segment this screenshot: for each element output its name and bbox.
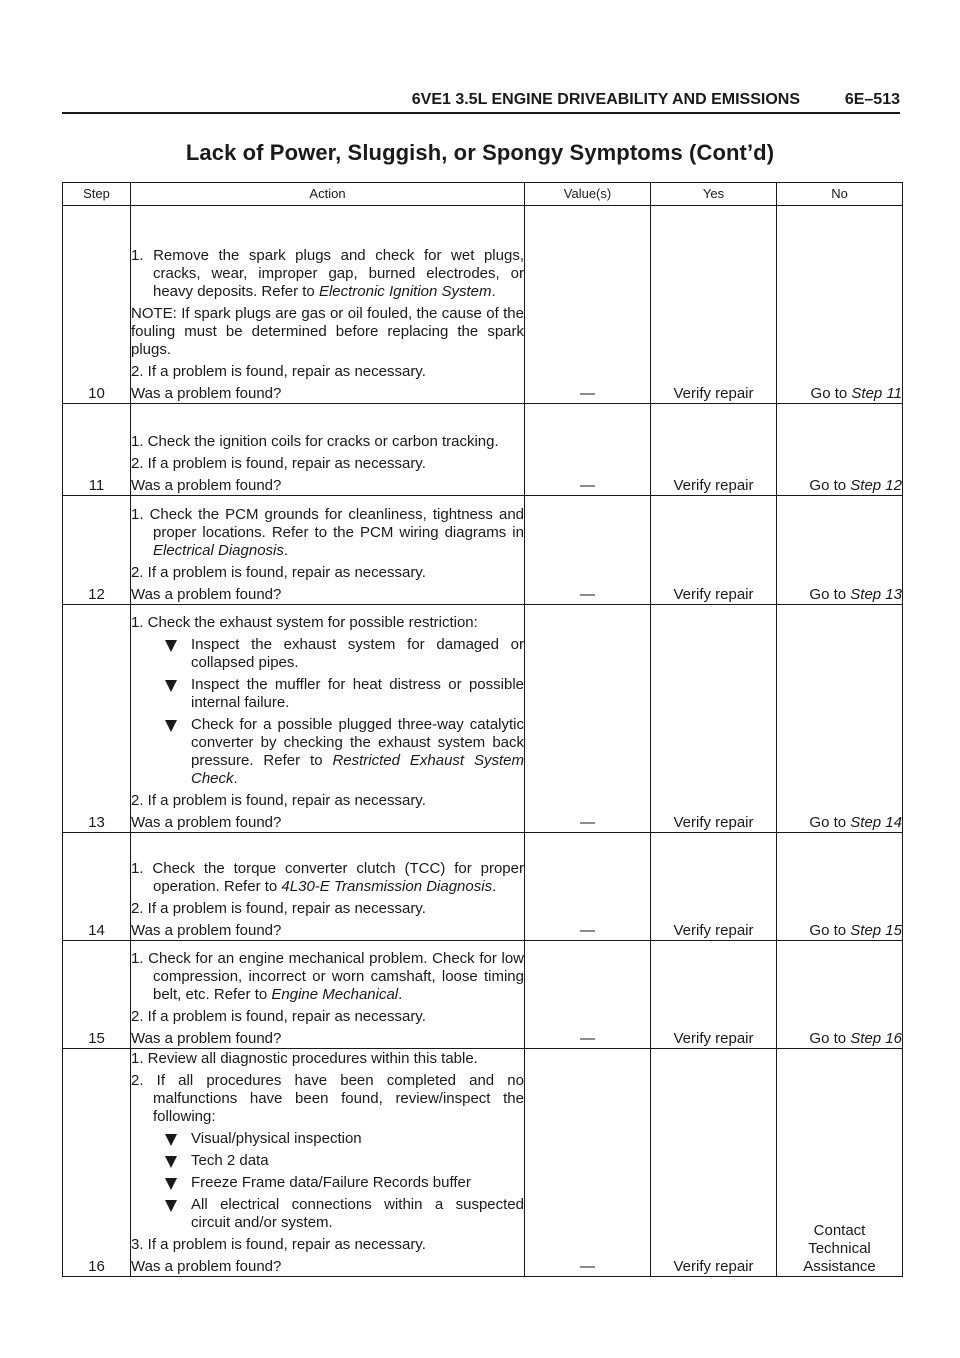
no-prefix: Go to — [809, 586, 851, 603]
yes-cell: Verify repair — [651, 941, 777, 1049]
action-text: 1. Review all diagnostic procedures within this table. — [131, 1050, 478, 1067]
action-step — [131, 564, 524, 582]
action-text: Was a problem found? — [131, 1030, 282, 1047]
no-prefix: Go to — [810, 385, 852, 402]
value-cell: — — [525, 404, 651, 496]
action-step — [131, 433, 524, 451]
bullet-triangle-icon — [165, 720, 177, 732]
action-text: Was a problem found? — [131, 385, 282, 402]
no-cell-line: Contact — [813, 1222, 866, 1239]
reference-link: 4L30-E Transmission Diagnosis — [281, 878, 493, 895]
bullet-item — [131, 1196, 524, 1232]
header-title: 6VE1 3.5L ENGINE DRIVEABILITY AND EMISSIONS — [411, 91, 800, 108]
action-text: NOTE: If spark plugs are gas or oil fouled, the cause of the fouling must be determined before replacing the spark plugs. — [131, 305, 524, 358]
table-row — [63, 833, 903, 941]
question-text — [131, 477, 524, 495]
action-cell — [131, 605, 525, 833]
column-header-values: Value(s) — [525, 183, 651, 206]
page-header — [62, 88, 900, 114]
no-cell — [777, 941, 903, 1049]
step-number: 10 — [63, 206, 131, 404]
action-text: Tech 2 data — [191, 1152, 269, 1169]
step-number: 12 — [63, 496, 131, 605]
value-cell: — — [525, 833, 651, 941]
no-cell — [777, 206, 903, 404]
action-text: 2. If a problem is found, repair as necessary. — [131, 1008, 426, 1025]
action-text: 2. If a problem is found, repair as necessary. — [131, 363, 426, 380]
column-header-step: Step — [63, 183, 131, 206]
value-cell: — — [525, 941, 651, 1049]
bullet-triangle-icon — [165, 1156, 177, 1168]
question-text — [131, 586, 524, 604]
step-number: 14 — [63, 833, 131, 941]
no-prefix: Go to — [809, 477, 851, 494]
action-text: Inspect the exhaust system for damaged or collapsed pipes. — [191, 636, 524, 671]
step-number: 15 — [63, 941, 131, 1049]
action-cell — [131, 206, 525, 404]
action-text: 3. If a problem is found, repair as necessary. — [131, 1236, 426, 1253]
question-text — [131, 922, 524, 940]
action-step — [131, 614, 524, 632]
action-text: 2. If a problem is found, repair as necessary. — [131, 792, 426, 809]
reference-link: Electrical Diagnosis — [153, 542, 284, 559]
no-cell — [777, 833, 903, 941]
action-text: 2. If a problem is found, repair as necessary. — [131, 455, 426, 472]
step-number: 11 — [63, 404, 131, 496]
action-step — [131, 247, 524, 301]
page-number: 6E–513 — [844, 91, 900, 108]
action-text: 1. Check the ignition coils for cracks or carbon tracking. — [131, 433, 499, 450]
table-row — [63, 404, 903, 496]
column-header-no: No — [777, 183, 903, 206]
action-text: Freeze Frame data/Failure Records buffer — [191, 1174, 471, 1191]
bullet-triangle-icon — [165, 680, 177, 692]
yes-cell: Verify repair — [651, 206, 777, 404]
action-step — [131, 860, 524, 896]
action-text: Inspect the muffler for heat distress or possible internal failure. — [191, 676, 524, 711]
bullet-item — [131, 1174, 524, 1192]
step-number: 13 — [63, 605, 131, 833]
value-cell: — — [525, 605, 651, 833]
value-cell: — — [525, 496, 651, 605]
punctuation: . — [398, 986, 403, 1003]
question-text — [131, 385, 524, 403]
action-step — [131, 506, 524, 560]
table-body — [63, 206, 903, 1277]
action-cell — [131, 941, 525, 1049]
step-reference: Step 12 — [850, 477, 902, 494]
no-prefix: Go to — [809, 922, 851, 939]
bullet-triangle-icon — [165, 1178, 177, 1190]
action-step — [131, 1008, 524, 1026]
no-cell — [777, 1049, 903, 1277]
action-text: Was a problem found? — [131, 586, 282, 603]
action-text: 1. Check the PCM grounds for cleanliness, tightness and proper locations. Refer to the PCM wiring diagrams in — [131, 506, 524, 541]
yes-cell: Verify repair — [651, 496, 777, 605]
action-cell — [131, 496, 525, 605]
action-text: Was a problem found? — [131, 922, 282, 939]
action-text: Check for a possible plugged three-way catalytic converter by checking the exhaust system back pressure. Refer to — [191, 716, 524, 769]
bullet-item — [131, 676, 524, 712]
yes-cell: Verify repair — [651, 1049, 777, 1277]
reference-link: Electronic Ignition System — [318, 283, 492, 300]
bullet-item — [131, 716, 524, 788]
note-text — [131, 305, 524, 359]
action-step — [131, 1072, 524, 1126]
value-cell: — — [525, 1049, 651, 1277]
column-header-action: Action — [131, 183, 525, 206]
no-prefix: Go to — [809, 814, 851, 831]
action-text: Visual/physical inspection — [191, 1130, 362, 1147]
yes-cell: Verify repair — [651, 605, 777, 833]
action-text: Was a problem found? — [131, 477, 282, 494]
no-prefix: Go to — [809, 1030, 851, 1047]
no-cell — [777, 605, 903, 833]
no-cell — [777, 404, 903, 496]
table-header-row — [63, 183, 903, 206]
punctuation: . — [492, 878, 497, 895]
table-row — [63, 206, 903, 404]
action-text: 2. If all procedures have been completed and no malfunctions have been found, review/inspect the following: — [131, 1072, 524, 1125]
action-text: 1. Check for an engine mechanical problem. Check for low compression, incorrect or worn camshaft, loose timing belt, etc. Refer to — [131, 950, 524, 1003]
bullet-triangle-icon — [165, 640, 177, 652]
step-reference: Step 11 — [851, 385, 902, 402]
bullet-item — [131, 636, 524, 672]
action-text: 2. If a problem is found, repair as necessary. — [131, 564, 426, 581]
action-text: 1. Check the torque converter clutch (TCC) for proper operation. Refer to — [131, 860, 524, 895]
question-text — [131, 1258, 524, 1276]
question-text — [131, 1030, 524, 1048]
table-row — [63, 1049, 903, 1277]
bullet-item — [131, 1130, 524, 1148]
yes-cell: Verify repair — [651, 404, 777, 496]
reference-link: Engine Mechanical — [271, 986, 399, 1003]
action-step — [131, 363, 524, 381]
action-step — [131, 455, 524, 473]
punctuation: . — [233, 770, 238, 787]
action-text: Was a problem found? — [131, 814, 282, 831]
table-row — [63, 496, 903, 605]
punctuation: . — [283, 542, 289, 559]
action-text: Was a problem found? — [131, 1258, 282, 1275]
step-reference: Step 15 — [850, 922, 902, 939]
step-reference: Step 13 — [850, 586, 902, 603]
no-cell-line: Assistance — [803, 1258, 876, 1275]
step-number: 16 — [63, 1049, 131, 1277]
action-cell — [131, 404, 525, 496]
reference-link: Restricted Exhaust System Check — [191, 752, 525, 787]
bullet-triangle-icon — [165, 1200, 177, 1212]
question-text — [131, 814, 524, 832]
table-row — [63, 941, 903, 1049]
action-step — [131, 1236, 524, 1254]
bullet-item — [131, 1152, 524, 1170]
no-cell — [777, 496, 903, 605]
no-cell-line: Technical — [808, 1240, 871, 1257]
action-text: 1. Check the exhaust system for possible restriction: — [131, 614, 478, 631]
punctuation: . — [491, 283, 496, 300]
action-text: All electrical connections within a suspected circuit and/or system. — [191, 1196, 524, 1231]
yes-cell: Verify repair — [651, 833, 777, 941]
action-step — [131, 950, 524, 1004]
action-cell — [131, 833, 525, 941]
bullet-triangle-icon — [165, 1134, 177, 1146]
table-row — [63, 605, 903, 833]
action-step — [131, 1050, 524, 1068]
step-reference: Step 16 — [850, 1030, 902, 1047]
action-text: 2. If a problem is found, repair as necessary. — [131, 900, 426, 917]
step-reference: Step 14 — [850, 814, 902, 831]
value-cell: — — [525, 206, 651, 404]
page-title: Lack of Power, Sluggish, or Spongy Symptoms (Cont’d) — [185, 140, 775, 165]
action-cell — [131, 1049, 525, 1277]
column-header-yes: Yes — [651, 183, 777, 206]
action-step — [131, 792, 524, 810]
action-step — [131, 900, 524, 918]
diagnostic-table — [62, 182, 903, 1277]
action-text: 1. Remove the spark plugs and check for wet plugs, cracks, wear, improper gap, burned electrodes, or heavy deposits. Refer to — [131, 247, 524, 300]
